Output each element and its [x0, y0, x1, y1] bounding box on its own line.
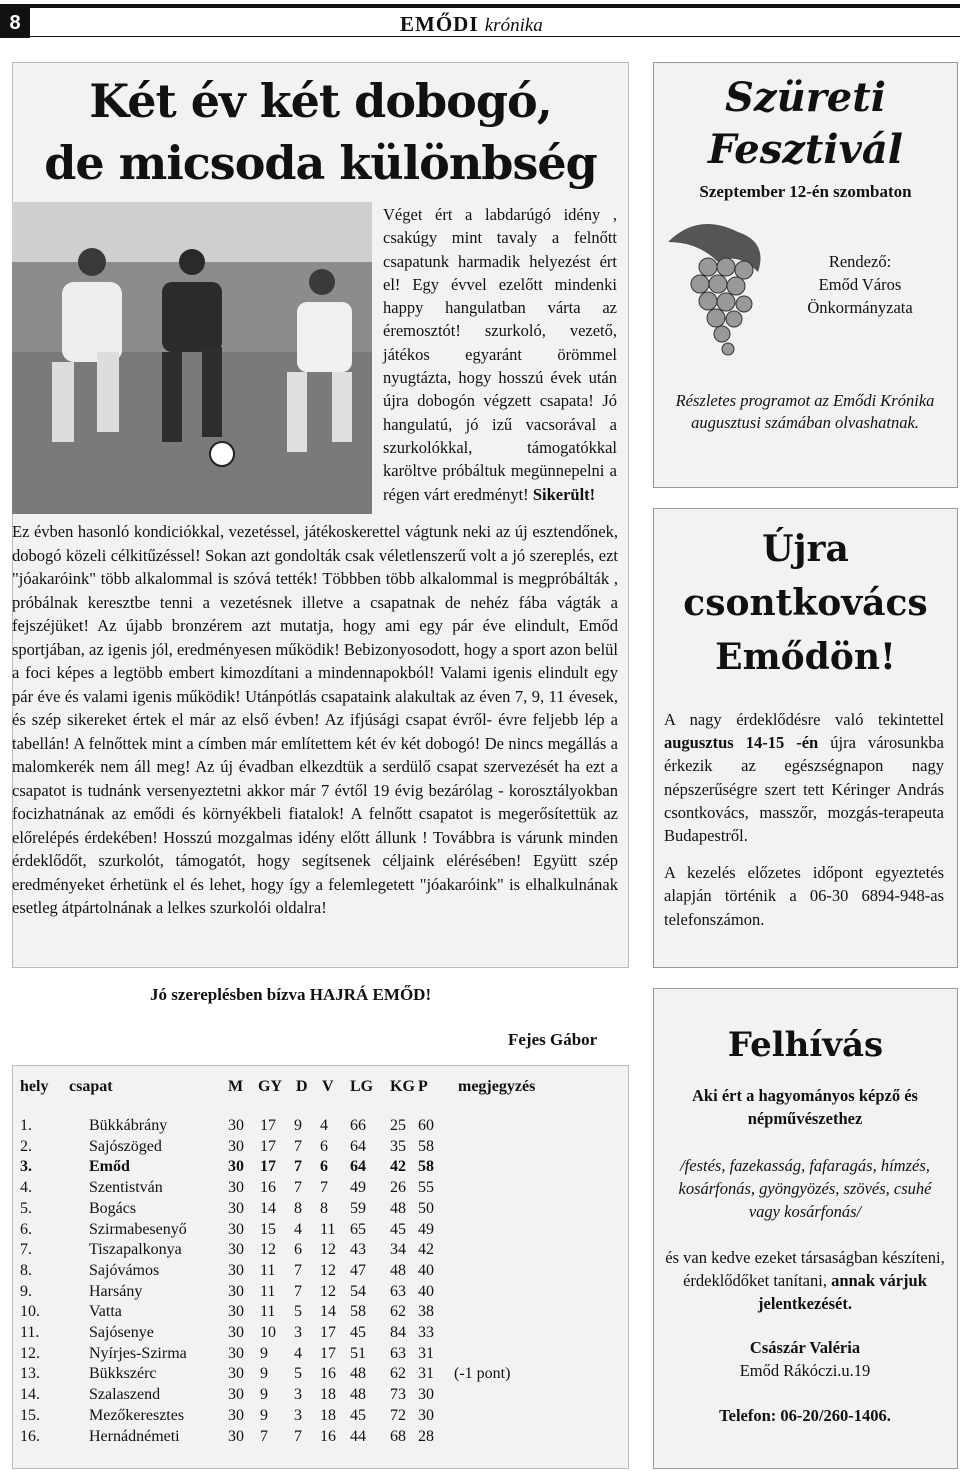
table-cell: 16: [260, 1179, 276, 1197]
festival-note: Részletes programot az Emődi Krónika augusztusi számában olvashatnak.: [675, 391, 935, 432]
organizer-line3: Önkormányzata: [807, 298, 913, 317]
table-cell: 64: [350, 1158, 366, 1176]
table-cell: 11: [260, 1282, 276, 1300]
p1-date: augusztus 14-15 -én: [664, 733, 819, 753]
table-cell: 30: [228, 1282, 244, 1300]
table-cell: Bükkszérc: [89, 1365, 157, 1383]
bonesetter-title: [653, 522, 958, 684]
table-cell: 35: [390, 1137, 406, 1155]
article-title-line1: Két év két dobogó,: [89, 74, 552, 128]
table-cell: 65: [350, 1220, 366, 1238]
table-cell: 63: [390, 1282, 406, 1300]
table-cell: 30: [228, 1220, 244, 1238]
table-cell: 63: [390, 1344, 406, 1362]
table-cell: 62: [390, 1303, 406, 1321]
table-cell: 59: [350, 1199, 366, 1217]
grapes-icon: [658, 212, 778, 362]
table-cell: 30: [228, 1303, 244, 1321]
table-cell: 30: [228, 1406, 244, 1424]
table-cell: 6: [294, 1241, 302, 1259]
table-cell: 30: [418, 1406, 434, 1424]
table-cell: 7: [294, 1179, 302, 1197]
table-cell: 42: [418, 1241, 434, 1259]
appeal-contact-phone: Telefon: 06-20/260-1406.: [719, 1406, 891, 1425]
table-cell: 58: [418, 1137, 434, 1155]
table-cell: Bükkábrány: [89, 1117, 168, 1134]
football-photo: [12, 202, 372, 514]
table-cell: 30: [228, 1179, 244, 1197]
table-cell: 48: [350, 1386, 366, 1404]
table-cell: 17: [260, 1137, 276, 1155]
table-cell: 7: [294, 1427, 302, 1445]
football-players-image: [12, 202, 372, 514]
table-cell: 68: [390, 1427, 406, 1445]
festival-title-line1: Szüreti: [725, 74, 886, 121]
bonesetter-title-line2: csontkovács: [683, 582, 928, 624]
table-cell: 3: [294, 1324, 302, 1341]
table-cell: 58: [350, 1303, 366, 1321]
table-cell: 47: [350, 1261, 366, 1279]
table-cell: 9: [260, 1344, 268, 1362]
table-cell: Szentistván: [89, 1179, 163, 1197]
logo-bold: EMŐDI: [400, 12, 479, 36]
table-cell: 14: [260, 1199, 276, 1217]
table-cell: 12: [320, 1241, 336, 1259]
table-cell: 15.: [20, 1406, 40, 1424]
table-cell: 11.: [20, 1324, 40, 1341]
table-cell: 62: [390, 1365, 406, 1383]
table-cell: 11: [260, 1303, 276, 1321]
table-cell: 64: [350, 1137, 366, 1155]
header-rule: [0, 4, 960, 8]
table-cell: 15: [260, 1220, 276, 1238]
festival-title-line2: Fesztivál: [708, 126, 903, 173]
table-header-cell: csapat: [69, 1078, 113, 1095]
table-cell: 58: [418, 1158, 434, 1176]
table-cell: 4: [320, 1117, 328, 1134]
table-cell: Nyírjes-Szirma: [89, 1344, 187, 1362]
table-cell: 30: [228, 1241, 244, 1259]
article-closing: Jó szereplésben bízva HAJRÁ EMŐD!: [150, 985, 432, 1004]
table-cell: 30: [228, 1137, 244, 1155]
intro-text: Véget ért a labdarúgó idény , csakúgy mint tavaly a felnőtt csapatunk harmadik helyezést ért el! Egy évvel ezelőtt mindenki happy hangulatban várta az éremosztót! szurkoló, vezető, játékos egyaránt örömmel nyugtázta, hogy hosszú évek után újra dobogón végzett csapata! Jó hangulatú, jó izű vacsorával a szurkolókkal, támogatókkal karöltve próbáltuk megünnepelni a régen várt eredményt!: [383, 205, 617, 504]
table-cell: 30: [228, 1261, 244, 1279]
table-cell: 34: [390, 1241, 406, 1259]
bonesetter-title-line1: Újra: [762, 528, 849, 570]
appeal-contact-address: Emőd Rákóczi.u.19: [739, 1361, 871, 1380]
article-title-line2: de micsoda különbség: [44, 136, 597, 190]
table-cell: 5: [294, 1365, 302, 1383]
p1-rest: újra városunkba érkezik az egészségnapon nagy népszerűségre szert tett Kéringer András csontkovács, masszőr, mozgás-terapeuta Budapestről.: [664, 733, 945, 846]
table-cell: Szirmabesenyő: [89, 1220, 187, 1238]
table-cell: 16: [320, 1427, 336, 1445]
table-cell: 28: [418, 1427, 434, 1445]
table-cell: 1.: [20, 1117, 32, 1134]
festival-title: [653, 72, 958, 176]
table-header-cell: M: [228, 1078, 244, 1095]
p1-lead: A nagy érdeklődésre való tekintettel: [664, 710, 944, 729]
table-cell: 31: [418, 1365, 434, 1383]
table-header-cell: megjegyzés: [458, 1078, 536, 1095]
table-cell: 7.: [20, 1241, 32, 1259]
appeal-title: Felhívás: [727, 1025, 884, 1065]
table-cell: 10.: [20, 1303, 40, 1321]
table-cell: 49: [350, 1179, 366, 1197]
table-cell: 18: [320, 1406, 336, 1424]
table-header-cell: hely: [20, 1078, 49, 1095]
table-cell: 17: [320, 1344, 336, 1362]
table-header-cell: P: [418, 1078, 428, 1095]
table-cell: 49: [418, 1220, 434, 1238]
table-cell: 31: [418, 1344, 434, 1362]
table-cell: Tiszapalkonya: [89, 1241, 182, 1259]
organizer-line2: Emőd Város: [818, 275, 902, 294]
table-cell: 30: [418, 1386, 434, 1404]
table-cell: 51: [350, 1344, 366, 1362]
table-cell: 9.: [20, 1282, 32, 1300]
table-cell: 17: [260, 1158, 276, 1176]
header-underline: [30, 36, 960, 37]
table-cell: 9: [260, 1365, 268, 1383]
table-cell: 9: [260, 1386, 268, 1404]
page-number: 8: [0, 8, 30, 38]
table-cell: 6: [320, 1137, 328, 1155]
article-intro: [383, 203, 617, 506]
table-cell: 7: [294, 1261, 302, 1279]
table-cell: 10: [260, 1324, 276, 1341]
table-cell: 9: [260, 1406, 268, 1424]
article-author: Fejes Gábor: [508, 1030, 598, 1049]
table-cell: Bogács: [89, 1199, 137, 1217]
appeal-subtitle: Aki ért a hagyományos képző és népművészethez: [692, 1086, 918, 1128]
table-cell: 30: [228, 1199, 244, 1217]
table-cell: 26: [390, 1179, 406, 1197]
bonesetter-paragraph2: A kezelés előzetes időpont egyeztetés alapján történik a 06-30 6894-948-as telefonszámon.: [664, 863, 944, 929]
table-cell: 48: [350, 1365, 366, 1383]
table-cell: 17: [320, 1324, 336, 1341]
intro-bold: Sikerült!: [532, 484, 596, 504]
table-cell: 33: [418, 1324, 434, 1341]
table-cell: 7: [294, 1282, 302, 1300]
table-cell: 18: [320, 1386, 336, 1404]
table-cell: 11: [260, 1261, 276, 1279]
table-cell: 17: [260, 1117, 276, 1134]
table-cell: Sajóvámos: [89, 1261, 160, 1279]
table-cell: 40: [418, 1282, 434, 1300]
table-cell: 4: [294, 1344, 302, 1362]
table-cell: 3: [294, 1406, 302, 1424]
table-cell: 45: [350, 1406, 366, 1424]
festival-organizer: [790, 250, 930, 319]
invite-text: és van kedve ezeket társaságban készíteni, érdeklődőket tanítani,: [665, 1248, 945, 1290]
festival-date: Szeptember 12-én szombaton: [699, 182, 912, 201]
table-cell: 30: [228, 1365, 244, 1383]
table-cell: 14.: [20, 1386, 40, 1404]
table-cell: 5.: [20, 1199, 32, 1217]
table-cell: 6: [320, 1158, 328, 1176]
table-cell: 30: [228, 1344, 244, 1362]
table-cell: 73: [390, 1386, 406, 1404]
table-cell: Szalaszend: [89, 1386, 161, 1404]
table-header-cell: GY: [258, 1078, 282, 1095]
table-cell: 4.: [20, 1179, 32, 1197]
table-cell: 42: [390, 1158, 406, 1176]
bonesetter-title-line3: Emődön!: [715, 636, 896, 678]
table-cell: 7: [320, 1179, 328, 1197]
table-cell: 60: [418, 1117, 434, 1134]
table-cell: Sajósenye: [89, 1324, 154, 1341]
table-cell: 16: [320, 1365, 336, 1383]
table-header-cell: D: [296, 1078, 308, 1095]
article-body: Ez évben hasonló kondiciókkal, vezetéssel, játékoskerettel vágtunk neki az új esztendőnek, dobogó közeli célkitűzéssel! Sokan azt gondolták csak véletlenszerű volt a jó szereplés, ezt "jóakaróink" több alkalommal is szóvá tették! Többben több alkalommal is megpróbálták , próbálnak keresztbe tenni a vezetésnek illetve a csapatnak de nehéz fába vágták a fejszéjüket! Az újabb bronzérem azt mutatja, hogy ami egy pár éve elindult, Emőd sportjában, az igenis jól, eredményesen működik! Bebizonyosodott, hogy a sport azon belül a foci képes a legtöbb embert kimozdítani a mindennapokból! Valami igenis elindult egy pár éve és valami igenis működik! Utánpótlás csapataink alakultak az éven 7, 9, 11 évesek, és szép sikereket értek el már az első évben! Az ifjúsági csapat évről- évre feljebb lép a tabellán! A felnőttek mint a címben már említettem két év két dobogó! De nincs megállás a malomkerék nem áll meg! Az új évadban elkezdtük a serdülő csapat szervezését ha ezt a csapatot is tudnánk versenyeztetni akkor már 7 évtől 19 évig bezárólag - korosztályokban focizhatnának az emődi és környékbeli fiatalok! A felnőtt csapatot is megerősítettük az előrelépés érdekében! Hosszú mozgalmas idény előtt állunk ! Továbbra is várunk minden érdeklődőt, szurkolót, támogatót, hogy segítsenek céljaink elérésében! Együtt szép eredményeket érhetünk el és lehet, hogy így a felemlegetett "jóakaróink" is elhalkulnának esetleg átpártolnának a lelkes szurkolói oldalra!: [12, 522, 618, 917]
table-cell: 12: [320, 1282, 336, 1300]
table-cell: 38: [418, 1303, 434, 1321]
table-cell: 30: [228, 1117, 244, 1134]
table-cell: 45: [350, 1324, 366, 1341]
table-cell: 11: [320, 1220, 336, 1238]
table-cell: (-1 pont): [454, 1365, 511, 1383]
table-cell: Hernádnémeti: [89, 1427, 180, 1445]
table-cell: 13.: [20, 1365, 40, 1383]
newspaper-logo: [400, 12, 543, 37]
table-cell: 55: [418, 1179, 434, 1197]
table-cell: 7: [294, 1158, 302, 1176]
table-cell: Mezőkeresztes: [89, 1406, 185, 1424]
bonesetter-paragraph1: [664, 708, 944, 847]
appeal-invite: [665, 1246, 945, 1315]
table-cell: 43: [350, 1241, 366, 1259]
table-cell: Harsány: [89, 1282, 143, 1300]
table-cell: 54: [350, 1282, 366, 1300]
table-cell: 72: [390, 1406, 406, 1424]
table-cell: 7: [260, 1427, 268, 1445]
table-cell: 48: [390, 1261, 406, 1279]
table-cell: 84: [390, 1324, 406, 1341]
table-cell: 44: [350, 1427, 366, 1445]
table-cell: 9: [294, 1117, 302, 1134]
table-cell: 12: [320, 1261, 336, 1279]
organizer-line1: Rendező:: [828, 252, 892, 271]
table-cell: 66: [350, 1117, 366, 1134]
table-header-cell: V: [322, 1078, 334, 1095]
table-cell: 30: [228, 1386, 244, 1404]
article-title: [12, 70, 629, 194]
table-cell: 12.: [20, 1344, 40, 1362]
table-header-cell: LG: [350, 1078, 374, 1095]
bonesetter-text: [664, 708, 944, 931]
table-cell: 48: [390, 1199, 406, 1217]
table-cell: 3: [294, 1386, 302, 1404]
table-cell: 30: [228, 1324, 244, 1341]
table-header-cell: KG: [390, 1078, 415, 1095]
invite-bold: annak várjuk jelentkezését.: [758, 1271, 927, 1313]
table-cell: 7: [294, 1137, 302, 1155]
table-cell: 6.: [20, 1220, 32, 1238]
table-cell: 8: [320, 1199, 328, 1217]
table-cell: 2.: [20, 1137, 32, 1155]
table-cell: Vatta: [89, 1303, 122, 1321]
table-cell: Emőd: [89, 1158, 130, 1176]
table-cell: 50: [418, 1199, 434, 1217]
table-cell: 30: [228, 1158, 244, 1176]
table-cell: 45: [390, 1220, 406, 1238]
table-cell: 25: [390, 1117, 406, 1134]
appeal-contact-name: Császár Valéria: [749, 1338, 861, 1357]
logo-italic: krónika: [484, 15, 543, 36]
table-cell: 8.: [20, 1261, 32, 1279]
table-cell: 30: [228, 1427, 244, 1445]
table-cell: 40: [418, 1261, 434, 1279]
table-cell: 16.: [20, 1427, 40, 1445]
table-cell: 4: [294, 1220, 302, 1238]
table-cell: 12: [260, 1241, 276, 1259]
table-cell: Sajószöged: [89, 1137, 162, 1155]
table-cell: 5: [294, 1303, 302, 1321]
table-cell: 8: [294, 1199, 302, 1217]
table-cell: 3.: [20, 1158, 32, 1176]
table-cell: 14: [320, 1303, 336, 1321]
appeal-crafts: /festés, fazekasság, fafaragás, hímzés, kosárfonás, gyöngyözés, szövés, csuhé vagy kosárfonás/: [678, 1156, 932, 1221]
